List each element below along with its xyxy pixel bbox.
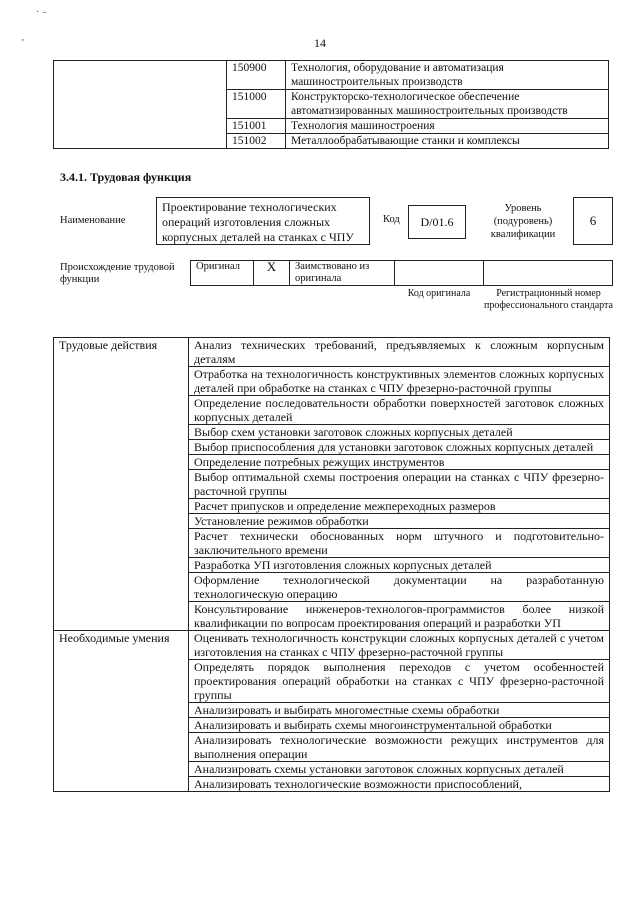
list-item: Установление режимов обработки bbox=[189, 514, 610, 529]
reg-number-cell bbox=[484, 261, 613, 286]
list-item: Анализировать технологические возможности приспособлений, bbox=[189, 777, 610, 792]
borrowed-label: Заимствовано из оригинала bbox=[290, 261, 395, 286]
codes-table bbox=[53, 60, 609, 149]
original-mark: X bbox=[254, 261, 290, 286]
table-row bbox=[54, 631, 610, 660]
list-item: Определять порядок выполнения переходов с учетом особенностей проектирования операций обработки на станках с ЧПУ фрезерно-расточной группы bbox=[189, 660, 610, 703]
list-item: Расчет припусков и определение межпереходных размеров bbox=[189, 499, 610, 514]
list-item: Расчет технически обоснованных норм штучного и подготовительно-заключительного времени bbox=[189, 529, 610, 558]
original-label: Оригинал bbox=[191, 261, 254, 286]
name-cell: Технология, оборудование и автоматизация машиностроительных производств bbox=[286, 61, 609, 90]
list-item: Выбор схем установки заготовок сложных корпусных деталей bbox=[189, 425, 610, 440]
list-item: Определение последовательности обработки поверхностей заготовок сложных корпусных деталей bbox=[189, 396, 610, 425]
list-item: Выбор приспособления для установки заготовок сложных корпусных деталей bbox=[189, 440, 610, 455]
list-item: Анализ технических требований, предъявляемых к сложным корпусным деталям bbox=[189, 338, 610, 367]
list-item: Оформление технологической документации на разработанную технологическую операцию bbox=[189, 573, 610, 602]
list-item: Анализировать и выбирать схемы многоинструментальной обработки bbox=[189, 718, 610, 733]
function-name-box: Проектирование технологических операций изготовления сложных корпусных деталей на станках с ЧПУ bbox=[156, 197, 370, 245]
name-cell: Технология машиностроения bbox=[286, 119, 609, 134]
labor-function-table bbox=[53, 337, 610, 792]
function-code-box: D/01.6 bbox=[408, 205, 466, 239]
code-cell: 151000 bbox=[227, 90, 286, 119]
skills-header: Необходимые умения bbox=[54, 631, 189, 792]
list-item: Анализировать и выбирать многоместные схемы обработки bbox=[189, 703, 610, 718]
table-row bbox=[191, 261, 613, 286]
list-item: Определение потребных режущих инструментов bbox=[189, 455, 610, 470]
name-cell: Металлообрабатывающие станки и комплексы bbox=[286, 134, 609, 149]
code-original-label: Код оригинала bbox=[407, 288, 471, 299]
code-cell: 151002 bbox=[227, 134, 286, 149]
code-label: Код bbox=[383, 214, 400, 225]
code-original-cell bbox=[395, 261, 484, 286]
origin-table bbox=[190, 260, 613, 286]
page-number: 14 bbox=[314, 36, 326, 50]
table-row bbox=[54, 338, 610, 367]
list-item: Оценивать технологичность конструкции сложных корпусных деталей с учетом изготовления на станках с ЧПУ фрезерно-расточной группы bbox=[189, 631, 610, 660]
level-box: 6 bbox=[573, 197, 613, 245]
list-item: Выбор оптимальной схемы построения операции на станках с ЧПУ фрезерно-расточной группы bbox=[189, 470, 610, 499]
corner-mark: ' bbox=[22, 38, 24, 49]
list-item: Консультирование инженеров-технологов-программистов более низкой квалификации по вопросам проектирования операций и разработки УП bbox=[189, 602, 610, 631]
empty-cell bbox=[54, 61, 227, 149]
code-cell: 151001 bbox=[227, 119, 286, 134]
code-cell: 150900 bbox=[227, 61, 286, 90]
list-item: Разработка УП изготовления сложных корпусных деталей bbox=[189, 558, 610, 573]
origin-label: Происхождение трудовой функции bbox=[60, 262, 175, 285]
list-item: Анализировать технологические возможности режущих инструментов для выполнения операции bbox=[189, 733, 610, 762]
list-item: Отработка на технологичность конструктивных элементов сложных корпусных деталей при обработке на станках с ЧПУ фрезерно-расточной группы bbox=[189, 367, 610, 396]
level-label: Уровень (подуровень) квалификации bbox=[490, 203, 556, 240]
table-row bbox=[54, 61, 609, 90]
name-label: Наименование bbox=[60, 215, 126, 226]
reg-number-label: Регистрационный номер профессионального стандарта bbox=[484, 288, 613, 311]
corner-mark: ˙ ⁻ bbox=[36, 10, 48, 21]
section-title: 3.4.1. Трудовая функция bbox=[60, 170, 192, 184]
labor-actions-header: Трудовые действия bbox=[54, 338, 189, 631]
name-cell: Конструкторско-технологическое обеспечение автоматизированных машиностроительных производств bbox=[286, 90, 609, 119]
list-item: Анализировать схемы установки заготовок сложных корпусных деталей bbox=[189, 762, 610, 777]
